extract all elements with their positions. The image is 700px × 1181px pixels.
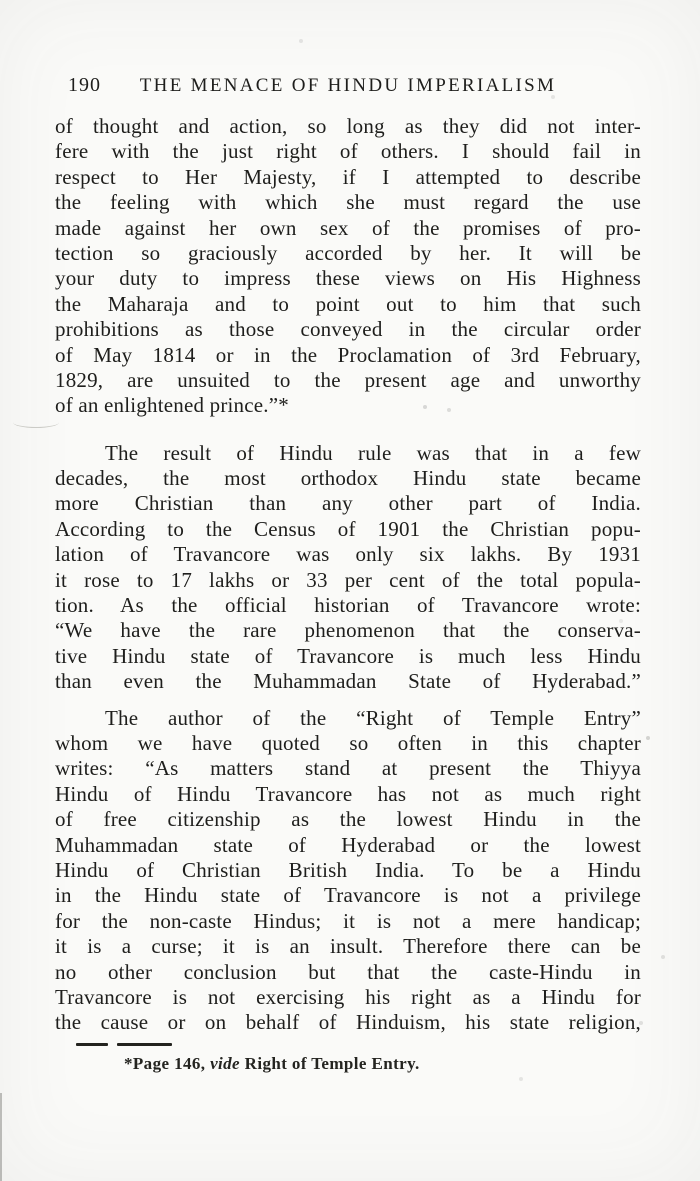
text-line: of free citizenship as the lowest Hindu in the <box>55 807 641 832</box>
footnote <box>124 1054 420 1074</box>
text-line: for the non-caste Hindus; it is not a mere handicap; <box>55 908 641 933</box>
text-line: of May 1814 or in the Proclamation of 3rd February, <box>55 342 641 367</box>
text-line: decades, the most orthodox Hindu state became <box>55 466 641 491</box>
text-line: your duty to impress these views on His Highness <box>55 266 641 291</box>
scan-artifact-curve <box>13 417 59 428</box>
text-line: of thought and action, so long as they did not inter- <box>55 114 641 138</box>
text-line: the Maharaja and to point out to him that such <box>55 291 641 316</box>
paragraph <box>55 114 641 419</box>
scan-artifact-left-edge <box>0 1093 2 1181</box>
text-line: Hindu of Christian British India. To be a Hindu <box>55 857 641 882</box>
text-line: respect to Her Majesty, if I attempted to describe <box>55 164 641 189</box>
text-line: whom we have quoted so often in this chapter <box>55 730 641 755</box>
text-line: than even the Muhammadan State of Hyderabad.” <box>55 669 641 694</box>
text-line: The result of Hindu rule was that in a few <box>105 440 641 465</box>
text-line: in the Hindu state of Travancore is not a privilege <box>55 883 641 908</box>
text-line: made against her own sex of the promises of pro- <box>55 215 641 240</box>
footnote-text-italic: vide <box>210 1054 241 1073</box>
paragraph <box>55 706 641 1036</box>
text-line: of an enlightened prince.”* <box>55 393 289 418</box>
scan-artifact-speckles <box>0 0 2 2</box>
text-line: it rose to 17 lakhs or 33 per cent of the total popula- <box>55 567 641 592</box>
text-line: more Christian than any other part of India. <box>55 491 641 516</box>
paragraph <box>55 441 641 695</box>
text-line: no other conclusion but that the caste-Hindu in <box>55 959 641 984</box>
page-header <box>55 74 641 100</box>
page-title: THE MENACE OF HINDU IMPERIALISM <box>139 75 557 96</box>
footnote-rule-short <box>76 1043 108 1046</box>
text-line: writes: “As matters stand at present the Thiyya <box>55 756 641 781</box>
text-line: Hindu of Hindu Travancore has not as much right <box>55 781 641 806</box>
text-line: the cause or on behalf of Hinduism, his state religion, <box>55 1010 641 1035</box>
text-line: 1829, are unsuited to the present age and unworthy <box>55 367 641 392</box>
footnote-rule-long <box>117 1043 172 1046</box>
text-line: Muhammadan state of Hyderabad or the lowest <box>55 832 641 857</box>
text-line: tive Hindu state of Travancore is much less Hindu <box>55 643 641 668</box>
text-line: tection so graciously accorded by her. It will be <box>55 240 641 265</box>
text-line: it is a curse; it is an insult. Therefore there can be <box>55 934 641 959</box>
text-line: The author of the “Right of Temple Entry” <box>105 705 641 730</box>
page-number: 190 <box>68 74 101 96</box>
text-line: lation of Travancore was only six lakhs. By 1931 <box>55 542 641 567</box>
text-line: “We have the rare phenomenon that the conserva- <box>55 618 641 643</box>
text-line: Travancore is not exercising his right as a Hindu for <box>55 984 641 1009</box>
text-line: fere with the just right of others. I should fail in <box>55 139 641 164</box>
page-body <box>55 114 641 1036</box>
text-line: the feeling with which she must regard the use <box>55 190 641 215</box>
text-line: prohibitions as those conveyed in the circular order <box>55 317 641 342</box>
footnote-text-after: Right of Temple Entry. <box>240 1054 420 1073</box>
footnote-text-before: *Page 146, <box>124 1054 211 1073</box>
text-line: According to the Census of 1901 the Christian popu- <box>55 516 641 541</box>
text-line: tion. As the official historian of Travancore wrote: <box>55 593 641 618</box>
